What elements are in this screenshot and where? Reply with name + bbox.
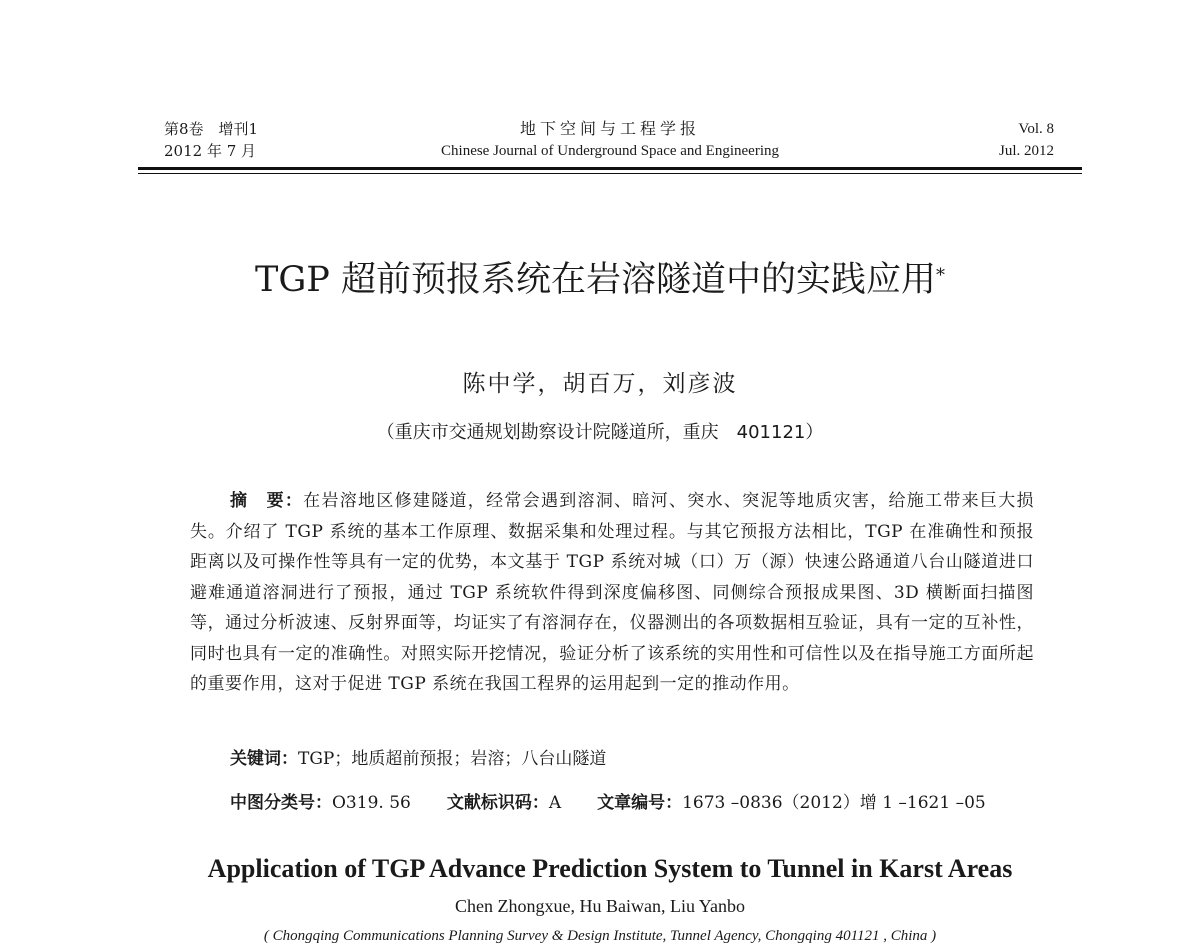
english-affiliation-text: ( Chongqing Communications Planning Survey & Design Institute, Tunnel Agency, Chongqing 401121 , China ) xyxy=(263,928,937,944)
clc-value: O319. 56 xyxy=(332,793,411,813)
running-header xyxy=(138,118,1082,162)
abstract-text: 在岩溶地区修建隧道，经常会遇到溶洞、暗河、突水、突泥等地质灾害，给施工带来巨大损失。介绍了 TGP 系统的基本工作原理、数据采集和处理过程。与其它预报方法相比，TGP 在准确性和预报距离以及可操作性等具有一定的优势，本文基于 TGP 系统对城（口）万（源）快速公路通道八台山隧道进口避难通道溶洞进行了预报，通过 TGP 系统软件得到深度偏移图、同侧综合预报成果图、3D 横断面扫描图等，通过分析波速、反射界面等，均证实了有溶洞存在，仪器测出的各项数据相互验证，具有一定的互补性，同时也具有一定的准确性。对照实际开挖情况，验证分析了该系统的实用性和可信性以及在指导施工方面所起的重要作用，这对于促进 TGP 系统在我国工程界的运用起到一定的推动作用。 xyxy=(190,491,1035,694)
english-authors: Chen Zhongxue, Hu Baiwan, Liu Yanbo xyxy=(455,896,745,916)
header-date-cn: 2012 年 7 月 xyxy=(164,142,257,160)
header-rule-thin xyxy=(138,173,1082,174)
abstract xyxy=(190,486,1034,700)
english-title: Application of TGP Advance Prediction System to Tunnel in Karst Areas xyxy=(207,854,1013,883)
header-volume-cn: 第8卷 增刊1 xyxy=(164,120,259,138)
doc-code-label: 文献标识码： xyxy=(446,793,549,813)
keywords-text: TGP；地质超前预报；岩溶；八台山隧道 xyxy=(298,749,607,769)
doc-code-value: A xyxy=(548,793,562,813)
keywords-label: 关键词： xyxy=(230,749,298,769)
header-volume-en: Vol. 8 xyxy=(1018,121,1054,137)
author-affiliation: （重庆市交通规划勘察设计院隧道所，重庆 401121） xyxy=(376,422,824,443)
header-rule-thick xyxy=(138,167,1082,170)
header-right xyxy=(999,118,1054,162)
header-center xyxy=(138,118,1082,162)
article-id-value: 1673 –0836（2012）增 1 –1621 –05 xyxy=(682,793,986,813)
abstract-label: 摘 要： xyxy=(230,491,304,511)
article-title xyxy=(0,256,1200,304)
english-affiliation xyxy=(0,924,1200,948)
journal-name-cn: 地下空间与工程学报 xyxy=(519,119,700,138)
article-id-label: 文章编号： xyxy=(597,793,683,813)
journal-name-en: Chinese Journal of Underground Space and Engineering xyxy=(441,143,779,159)
keywords xyxy=(230,744,606,774)
article-title-text: TGP 超前预报系统在岩溶隧道中的实践应用 xyxy=(255,260,936,300)
title-footnote-mark: * xyxy=(935,265,945,286)
classification-line xyxy=(230,788,986,818)
clc-label: 中图分类号： xyxy=(230,793,332,813)
header-date-en: Jul. 2012 xyxy=(998,143,1054,159)
author-list: 陈中学，胡百万，刘彦波 xyxy=(462,371,738,397)
